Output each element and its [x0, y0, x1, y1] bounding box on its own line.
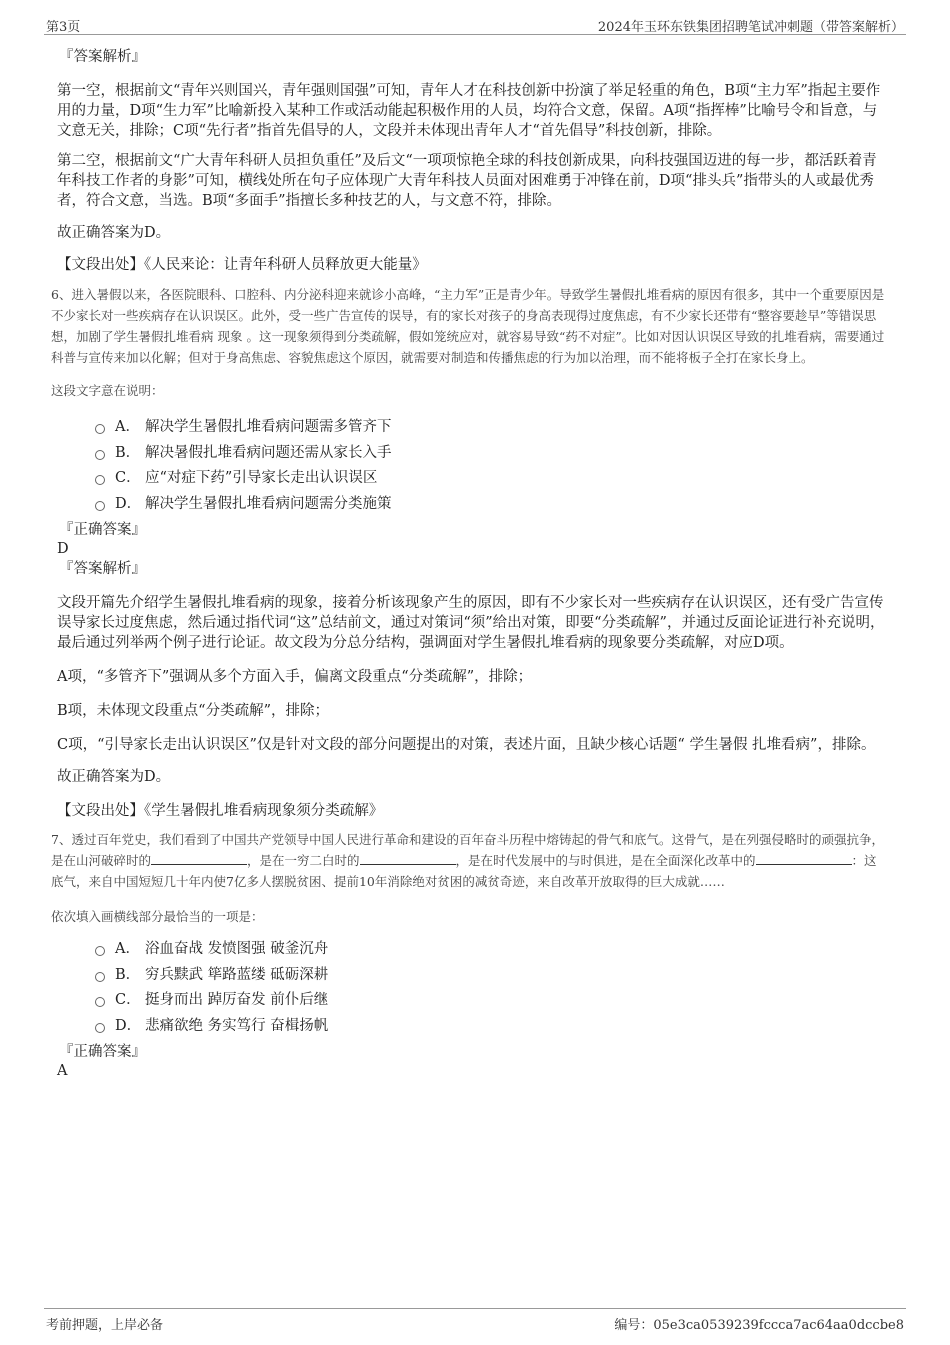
- analysis-paragraph: 文段开篇先介绍学生暑假扎堆看病的现象，接着分析该现象产生的原因，即有不少家长对一些疾病存在认识误区，还有受广告宣传误导家长过度焦虑，然后通过指代词“这”总结前文，通过对策词“须”给出对策，即要“分类疏解”，并通过反面论证进行补充说明，最后通过列举两个例子进行论证。故文段为分总分结构，强调面对学生暑假扎堆看病的现象要分类疏解，对应D项。: [57, 595, 885, 651]
- radio-button-c[interactable]: [95, 475, 105, 485]
- option-a[interactable]: A． 浴血奋战 发愤图强 破釜沉舟: [95, 937, 888, 963]
- footer-slogan: 考前押题，上岸必备: [46, 1318, 164, 1333]
- fill-blank-1: [151, 851, 247, 865]
- radio-button-c[interactable]: [95, 997, 105, 1007]
- source-citation: 【文段出处】《学生暑假扎堆看病现象须分类疏解》: [57, 803, 384, 819]
- option-list: [57, 937, 888, 1039]
- document-id: 编号：05e3ca0539239fccca7ac64aa0dccbe8: [614, 1318, 904, 1333]
- question-stem: 7、透过百年党史，我们看到了中国共产党领导中国人民进行革命和建设的百年奋斗历程中熔铸起的骨气和底气。这骨气，是在列强侵略时的顽强抗争，是在山河破碎时的 ，是在一穷二白时的 ，是在时代发展中的与时俱进，是在全面深化改革中的 ：这底气，来自中国短短几十年内使7亿多人摆脱贫困、提前10年消除绝对贫困的减贫奇迹，来自改革开放取得的巨大成就……: [51, 832, 884, 889]
- correct-answer-label: 『正确答案』: [59, 522, 146, 538]
- analysis-label: 『答案解析』: [59, 561, 146, 577]
- analysis-conclusion: 故正确答案为D。: [57, 769, 171, 785]
- page-content: [51, 48, 888, 1080]
- option-list: [57, 415, 888, 517]
- correct-answer-label: 『正确答案』: [59, 1044, 146, 1060]
- option-d[interactable]: D． 解决学生暑假扎堆看病问题需分类施策: [95, 492, 888, 518]
- correct-answer: D: [57, 541, 69, 557]
- analysis-label: 『答案解析』: [59, 49, 146, 65]
- radio-button-d[interactable]: [95, 1023, 105, 1033]
- analysis-option-b: B项，未体现文段重点“分类疏解”，排除；: [57, 703, 329, 719]
- option-a[interactable]: A． 解决学生暑假扎堆看病问题需多管齐下: [95, 415, 888, 441]
- page-footer: [44, 1308, 906, 1331]
- source-citation: 【文段出处】《人民来论：让青年科研人员释放更大能量》: [57, 257, 427, 273]
- analysis-conclusion: 故正确答案为D。: [57, 225, 171, 241]
- fill-blank-3: [756, 851, 852, 865]
- question-prompt: 依次填入画横线部分最恰当的一项是：: [51, 909, 264, 924]
- radio-button-d[interactable]: [95, 501, 105, 511]
- analysis-paragraph: 第一空，根据前文“青年兴则国兴，青年强则国强”可知，青年人才在科技创新中扮演了举足轻重的角色，B项“主力军”指起主要作用的力量，D项“生力军”比喻新投入某种工作或活动能起积极作用的人员，均符合文意，保留。A项“指挥棒”比喻号令和旨意，与文意无关，排除；C项“先行者”指首先倡导的人，文段并未体现出青年人才“首先倡导”科技创新，排除。: [57, 83, 881, 139]
- option-d[interactable]: D． 悲痛欲绝 务实笃行 奋楫扬帆: [95, 1014, 888, 1040]
- fill-blank-2: [360, 851, 456, 865]
- radio-button-a[interactable]: [95, 424, 105, 434]
- radio-button-b[interactable]: [95, 972, 105, 982]
- option-b[interactable]: B． 穷兵黩武 筚路蓝缕 砥砺深耕: [95, 963, 888, 989]
- question-prompt: 这段文字意在说明：: [51, 383, 164, 398]
- option-c[interactable]: C． 应“对症下药”引导家长走出认识误区: [95, 466, 888, 492]
- page-header: [44, 14, 906, 35]
- analysis-paragraph: 第二空，根据前文“广大青年科研人员担负重任”及后文“一项项惊艳全球的科技创新成果，向科技强国迈进的每一步，都活跃着青年科技工作者的身影”可知，横线处所在句子应体现广大青年科技人员面对困难勇于冲锋在前，D项“排头兵”指带头的人或最优秀者，符合文意，当选。B项“多面手”指擅长多种技艺的人，与文意不符，排除。: [57, 153, 877, 209]
- option-b[interactable]: B． 解决暑假扎堆看病问题还需从家长入手: [95, 441, 888, 467]
- radio-button-b[interactable]: [95, 450, 105, 460]
- analysis-option-a: A项，“多管齐下”强调从多个方面入手，偏离文段重点“分类疏解”，排除；: [57, 669, 533, 685]
- question-stem: 6、进入暑假以来，各医院眼科、口腔科、内分泌科迎来就诊小高峰，“主力军”正是青少年。导致学生暑假扎堆看病的原因有很多，其中一个重要原因是不少家长对一些疾病存在认识误区。此外，受一些广告宣传的误导，有的家长对孩子的身高表现得过度焦虑，有不少家长还带有“整容要趁早”等错误思想，加剧了学生暑假扎堆看病 现象 。这一现象须得到分类疏解，假如笼统应对，就容易导致“药不对症”。比如对因认识误区导致的扎堆看病，需要通过科普与宣传来加以化解；但对于身高焦虑、容貌焦虑这个原因，就需要对制造和传播焦虑的行为加以治理，而不能将板子全打在家长身上。: [51, 287, 885, 365]
- analysis-option-c: C项，“引导家长走出认识误区”仅是针对文段的部分问题提出的对策，表述片面，且缺少核心话题“ 学生暑假 扎堆看病”，排除。: [57, 737, 876, 753]
- correct-answer: A: [57, 1063, 68, 1079]
- page-number: 第3页: [46, 20, 81, 35]
- option-c[interactable]: C． 挺身而出 踔厉奋发 前仆后继: [95, 988, 888, 1014]
- document-title: 2024年玉环东铁集团招聘笔试冲刺题（带答案解析）: [597, 20, 904, 35]
- radio-button-a[interactable]: [95, 946, 105, 956]
